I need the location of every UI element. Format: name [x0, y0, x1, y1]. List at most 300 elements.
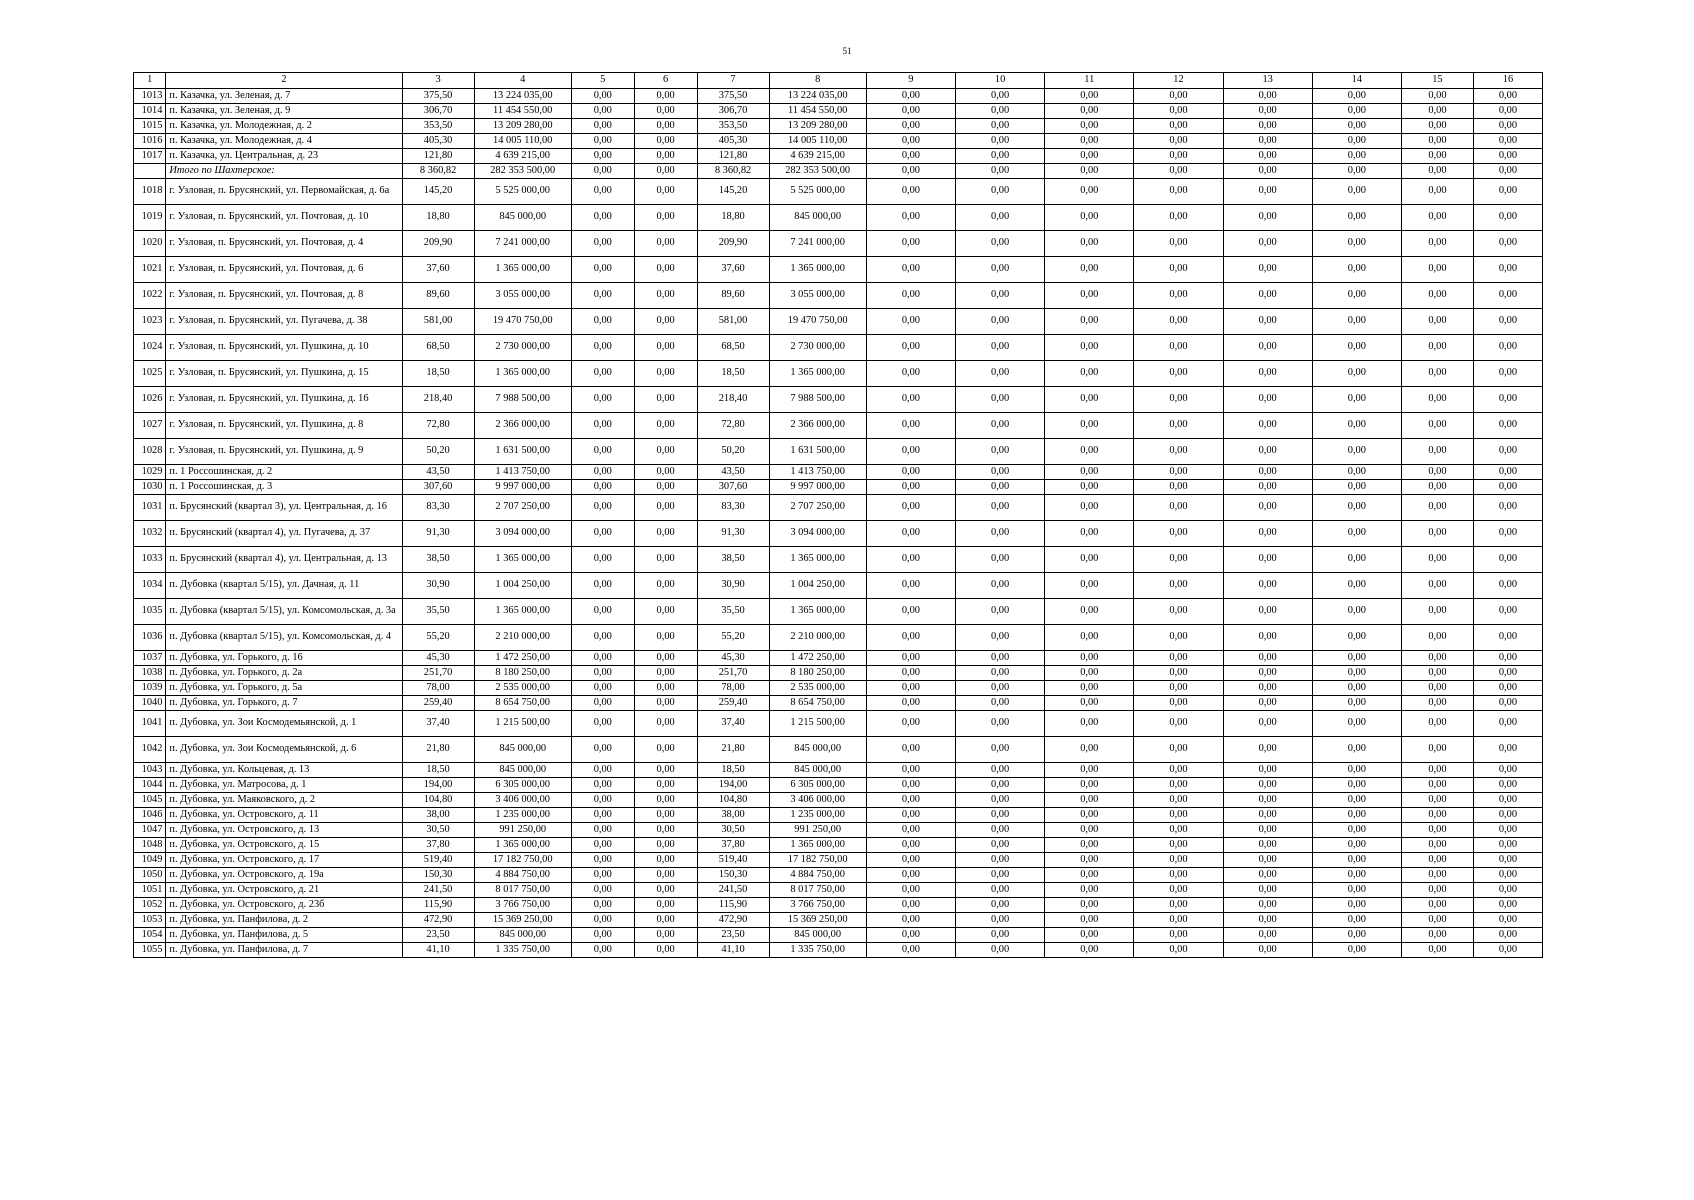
column-header-7: 7: [697, 73, 769, 89]
value-cell-col-8: 19 470 750,00: [769, 309, 866, 335]
row-number: 1040: [134, 696, 166, 711]
value-cell-col-16: 0,00: [1473, 868, 1542, 883]
value-cell-col-8: 2 366 000,00: [769, 413, 866, 439]
value-cell-col-8: 3 094 000,00: [769, 521, 866, 547]
value-cell-col-3: 37,60: [402, 257, 474, 283]
value-cell-col-14: 0,00: [1312, 521, 1401, 547]
row-number: 1014: [134, 104, 166, 119]
value-cell-col-10: 0,00: [956, 651, 1045, 666]
value-cell-col-10: 0,00: [956, 465, 1045, 480]
value-cell-col-12: 0,00: [1134, 361, 1223, 387]
row-number: 1043: [134, 763, 166, 778]
address-cell: г. Узловая, п. Брусянский, ул. Пушкина, д. 16: [166, 387, 402, 413]
value-cell-col-11: 0,00: [1045, 883, 1134, 898]
value-cell-col-9: 0,00: [866, 257, 955, 283]
value-cell-col-11: 0,00: [1045, 928, 1134, 943]
value-cell-col-10: 0,00: [956, 335, 1045, 361]
value-cell-col-3: 72,80: [402, 413, 474, 439]
value-cell-col-8: 1 413 750,00: [769, 465, 866, 480]
value-cell-col-16: 0,00: [1473, 666, 1542, 681]
value-cell-col-6: 0,00: [634, 89, 697, 104]
value-cell-col-8: 6 305 000,00: [769, 778, 866, 793]
table-row: [134, 711, 1543, 737]
value-cell-col-16: 0,00: [1473, 335, 1542, 361]
value-cell-col-12: 0,00: [1134, 134, 1223, 149]
row-number: 1013: [134, 89, 166, 104]
value-cell-col-12: 0,00: [1134, 573, 1223, 599]
value-cell-col-14: 0,00: [1312, 465, 1401, 480]
value-cell-col-11: 0,00: [1045, 521, 1134, 547]
value-cell-col-8: 3 055 000,00: [769, 283, 866, 309]
value-cell-col-8: 1 365 000,00: [769, 257, 866, 283]
value-cell-col-8: 4 639 215,00: [769, 149, 866, 164]
value-cell-col-14: 0,00: [1312, 480, 1401, 495]
value-cell-col-11: 0,00: [1045, 149, 1134, 164]
value-cell-col-10: 0,00: [956, 439, 1045, 465]
value-cell-col-8: 1 365 000,00: [769, 547, 866, 573]
address-cell: п. Дубовка, ул. Островского, д. 19а: [166, 868, 402, 883]
value-cell-col-7: 23,50: [697, 928, 769, 943]
value-cell-col-11: 0,00: [1045, 89, 1134, 104]
value-cell-col-7: 145,20: [697, 179, 769, 205]
value-cell-col-15: 0,00: [1401, 387, 1473, 413]
address-cell: п. Дубовка, ул. Матросова, д. 1: [166, 778, 402, 793]
value-cell-col-15: 0,00: [1401, 361, 1473, 387]
value-cell-col-16: 0,00: [1473, 413, 1542, 439]
row-number: 1017: [134, 149, 166, 164]
table-row: [134, 309, 1543, 335]
value-cell-col-10: 0,00: [956, 823, 1045, 838]
value-cell-col-9: 0,00: [866, 599, 955, 625]
value-cell-col-8: 991 250,00: [769, 823, 866, 838]
value-cell-col-4: 8 654 750,00: [474, 696, 571, 711]
value-cell-col-15: 0,00: [1401, 711, 1473, 737]
value-cell-col-10: 0,00: [956, 257, 1045, 283]
value-cell-col-16: 0,00: [1473, 465, 1542, 480]
value-cell-col-7: 472,90: [697, 913, 769, 928]
value-cell-col-4: 1 365 000,00: [474, 361, 571, 387]
value-cell-col-15: 0,00: [1401, 205, 1473, 231]
value-cell-col-3: 145,20: [402, 179, 474, 205]
value-cell-col-11: 0,00: [1045, 104, 1134, 119]
value-cell-col-15: 0,00: [1401, 413, 1473, 439]
address-cell: п. Дубовка, ул. Зои Космодемьянской, д. 6: [166, 737, 402, 763]
address-cell: г. Узловая, п. Брусянский, ул. Почтовая, д. 8: [166, 283, 402, 309]
value-cell-col-5: 0,00: [571, 573, 634, 599]
value-cell-col-10: 0,00: [956, 361, 1045, 387]
value-cell-col-4: 9 997 000,00: [474, 480, 571, 495]
table-row: [134, 134, 1543, 149]
value-cell-col-6: 0,00: [634, 335, 697, 361]
value-cell-col-15: 0,00: [1401, 573, 1473, 599]
value-cell-col-12: 0,00: [1134, 387, 1223, 413]
value-cell-col-15: 0,00: [1401, 521, 1473, 547]
value-cell-col-14: 0,00: [1312, 89, 1401, 104]
value-cell-col-6: 0,00: [634, 651, 697, 666]
value-cell-col-4: 4 884 750,00: [474, 868, 571, 883]
value-cell-col-6: 0,00: [634, 696, 697, 711]
address-cell: г. Узловая, п. Брусянский, ул. Пугачева, д. 38: [166, 309, 402, 335]
row-number: 1021: [134, 257, 166, 283]
value-cell-col-10: 0,00: [956, 164, 1045, 179]
value-cell-col-5: 0,00: [571, 898, 634, 913]
table-row: [134, 737, 1543, 763]
value-cell-col-15: 0,00: [1401, 439, 1473, 465]
value-cell-col-5: 0,00: [571, 599, 634, 625]
value-cell-col-15: 0,00: [1401, 231, 1473, 257]
value-cell-col-13: 0,00: [1223, 134, 1312, 149]
value-cell-col-13: 0,00: [1223, 179, 1312, 205]
value-cell-col-3: 405,30: [402, 134, 474, 149]
value-cell-col-16: 0,00: [1473, 361, 1542, 387]
value-cell-col-11: 0,00: [1045, 823, 1134, 838]
value-cell-col-8: 5 525 000,00: [769, 179, 866, 205]
table-row: [134, 149, 1543, 164]
value-cell-col-11: 0,00: [1045, 361, 1134, 387]
value-cell-col-7: 89,60: [697, 283, 769, 309]
table-body: [134, 89, 1543, 958]
value-cell-col-5: 0,00: [571, 928, 634, 943]
value-cell-col-9: 0,00: [866, 413, 955, 439]
row-number: 1039: [134, 681, 166, 696]
value-cell-col-16: 0,00: [1473, 205, 1542, 231]
value-cell-col-16: 0,00: [1473, 651, 1542, 666]
value-cell-col-14: 0,00: [1312, 651, 1401, 666]
value-cell-col-16: 0,00: [1473, 763, 1542, 778]
value-cell-col-12: 0,00: [1134, 547, 1223, 573]
value-cell-col-9: 0,00: [866, 495, 955, 521]
value-cell-col-12: 0,00: [1134, 711, 1223, 737]
value-cell-col-9: 0,00: [866, 119, 955, 134]
value-cell-col-14: 0,00: [1312, 737, 1401, 763]
value-cell-col-6: 0,00: [634, 179, 697, 205]
value-cell-col-3: 45,30: [402, 651, 474, 666]
value-cell-col-11: 0,00: [1045, 853, 1134, 868]
value-cell-col-15: 0,00: [1401, 651, 1473, 666]
value-cell-col-5: 0,00: [571, 868, 634, 883]
value-cell-col-16: 0,00: [1473, 696, 1542, 711]
value-cell-col-5: 0,00: [571, 465, 634, 480]
value-cell-col-3: 472,90: [402, 913, 474, 928]
value-cell-col-8: 15 369 250,00: [769, 913, 866, 928]
value-cell-col-10: 0,00: [956, 913, 1045, 928]
value-cell-col-15: 0,00: [1401, 868, 1473, 883]
value-cell-col-6: 0,00: [634, 257, 697, 283]
table-row: [134, 387, 1543, 413]
value-cell-col-12: 0,00: [1134, 838, 1223, 853]
value-cell-col-12: 0,00: [1134, 883, 1223, 898]
value-cell-col-16: 0,00: [1473, 681, 1542, 696]
value-cell-col-4: 1 235 000,00: [474, 808, 571, 823]
table-row: [134, 599, 1543, 625]
value-cell-col-8: 845 000,00: [769, 928, 866, 943]
row-number: 1015: [134, 119, 166, 134]
value-cell-col-6: 0,00: [634, 883, 697, 898]
value-cell-col-8: 2 707 250,00: [769, 495, 866, 521]
value-cell-col-11: 0,00: [1045, 495, 1134, 521]
value-cell-col-4: 3 055 000,00: [474, 283, 571, 309]
row-number: 1038: [134, 666, 166, 681]
value-cell-col-4: 3 766 750,00: [474, 898, 571, 913]
address-cell: п. Казачка, ул. Молодежная, д. 2: [166, 119, 402, 134]
row-number: 1036: [134, 625, 166, 651]
row-number: 1028: [134, 439, 166, 465]
row-number: 1048: [134, 838, 166, 853]
value-cell-col-16: 0,00: [1473, 823, 1542, 838]
value-cell-col-15: 0,00: [1401, 853, 1473, 868]
value-cell-col-5: 0,00: [571, 231, 634, 257]
table-row: [134, 335, 1543, 361]
address-cell: п. Дубовка, ул. Горького, д. 7: [166, 696, 402, 711]
value-cell-col-4: 19 470 750,00: [474, 309, 571, 335]
value-cell-col-13: 0,00: [1223, 943, 1312, 958]
address-cell: п. Брусянский (квартал 4), ул. Пугачева, д. 37: [166, 521, 402, 547]
value-cell-col-3: 38,00: [402, 808, 474, 823]
value-cell-col-4: 2 707 250,00: [474, 495, 571, 521]
column-header-9: 9: [866, 73, 955, 89]
value-cell-col-11: 0,00: [1045, 573, 1134, 599]
address-cell: п. Дубовка (квартал 5/15), ул. Комсомольская, д. 4: [166, 625, 402, 651]
value-cell-col-12: 0,00: [1134, 205, 1223, 231]
value-cell-col-10: 0,00: [956, 625, 1045, 651]
value-cell-col-6: 0,00: [634, 793, 697, 808]
value-cell-col-9: 0,00: [866, 681, 955, 696]
value-cell-col-4: 2 366 000,00: [474, 413, 571, 439]
row-number: 1019: [134, 205, 166, 231]
value-cell-col-7: 519,40: [697, 853, 769, 868]
value-cell-col-10: 0,00: [956, 711, 1045, 737]
value-cell-col-7: 72,80: [697, 413, 769, 439]
value-cell-col-14: 0,00: [1312, 231, 1401, 257]
value-cell-col-3: 18,80: [402, 205, 474, 231]
value-cell-col-3: 55,20: [402, 625, 474, 651]
value-cell-col-7: 251,70: [697, 666, 769, 681]
value-cell-col-4: 14 005 110,00: [474, 134, 571, 149]
column-header-4: 4: [474, 73, 571, 89]
value-cell-col-6: 0,00: [634, 465, 697, 480]
value-cell-col-15: 0,00: [1401, 89, 1473, 104]
value-cell-col-5: 0,00: [571, 943, 634, 958]
value-cell-col-15: 0,00: [1401, 913, 1473, 928]
table-row: [134, 625, 1543, 651]
value-cell-col-9: 0,00: [866, 853, 955, 868]
value-cell-col-16: 0,00: [1473, 439, 1542, 465]
table-row: [134, 465, 1543, 480]
subtotal-label: Итого по Шахтерское:: [166, 164, 402, 179]
value-cell-col-14: 0,00: [1312, 943, 1401, 958]
value-cell-col-3: 306,70: [402, 104, 474, 119]
value-cell-col-5: 0,00: [571, 696, 634, 711]
value-cell-col-13: 0,00: [1223, 853, 1312, 868]
value-cell-col-16: 0,00: [1473, 793, 1542, 808]
value-cell-col-10: 0,00: [956, 943, 1045, 958]
value-cell-col-3: 18,50: [402, 763, 474, 778]
value-cell-col-8: 8 017 750,00: [769, 883, 866, 898]
value-cell-col-9: 0,00: [866, 696, 955, 711]
value-cell-col-5: 0,00: [571, 387, 634, 413]
table-row: [134, 205, 1543, 231]
value-cell-col-10: 0,00: [956, 283, 1045, 309]
value-cell-col-11: 0,00: [1045, 439, 1134, 465]
value-cell-col-4: 6 305 000,00: [474, 778, 571, 793]
value-cell-col-3: 50,20: [402, 439, 474, 465]
value-cell-col-8: 845 000,00: [769, 763, 866, 778]
value-cell-col-4: 7 988 500,00: [474, 387, 571, 413]
value-cell-col-9: 0,00: [866, 521, 955, 547]
value-cell-col-3: 104,80: [402, 793, 474, 808]
value-cell-col-4: 1 365 000,00: [474, 599, 571, 625]
column-header-14: 14: [1312, 73, 1401, 89]
register-table: [133, 72, 1543, 958]
value-cell-col-8: 2 210 000,00: [769, 625, 866, 651]
value-cell-col-12: 0,00: [1134, 283, 1223, 309]
value-cell-col-9: 0,00: [866, 309, 955, 335]
value-cell-col-15: 0,00: [1401, 164, 1473, 179]
value-cell-col-5: 0,00: [571, 823, 634, 838]
value-cell-col-9: 0,00: [866, 134, 955, 149]
value-cell-col-13: 0,00: [1223, 164, 1312, 179]
row-number: 1050: [134, 868, 166, 883]
value-cell-col-3: 23,50: [402, 928, 474, 943]
value-cell-col-12: 0,00: [1134, 737, 1223, 763]
value-cell-col-8: 4 884 750,00: [769, 868, 866, 883]
value-cell-col-15: 0,00: [1401, 134, 1473, 149]
value-cell-col-15: 0,00: [1401, 928, 1473, 943]
value-cell-col-15: 0,00: [1401, 808, 1473, 823]
value-cell-col-12: 0,00: [1134, 164, 1223, 179]
value-cell-col-8: 845 000,00: [769, 737, 866, 763]
value-cell-col-12: 0,00: [1134, 335, 1223, 361]
value-cell-col-11: 0,00: [1045, 838, 1134, 853]
value-cell-col-10: 0,00: [956, 89, 1045, 104]
value-cell-col-4: 8 180 250,00: [474, 666, 571, 681]
value-cell-col-7: 375,50: [697, 89, 769, 104]
value-cell-col-9: 0,00: [866, 283, 955, 309]
value-cell-col-4: 991 250,00: [474, 823, 571, 838]
row-number: 1016: [134, 134, 166, 149]
value-cell-col-13: 0,00: [1223, 573, 1312, 599]
value-cell-col-9: 0,00: [866, 737, 955, 763]
column-header-12: 12: [1134, 73, 1223, 89]
value-cell-col-11: 0,00: [1045, 119, 1134, 134]
value-cell-col-10: 0,00: [956, 808, 1045, 823]
value-cell-col-5: 0,00: [571, 361, 634, 387]
value-cell-col-4: 8 017 750,00: [474, 883, 571, 898]
table-row: [134, 439, 1543, 465]
value-cell-col-13: 0,00: [1223, 149, 1312, 164]
value-cell-col-13: 0,00: [1223, 666, 1312, 681]
value-cell-col-10: 0,00: [956, 883, 1045, 898]
value-cell-col-13: 0,00: [1223, 883, 1312, 898]
address-cell: г. Узловая, п. Брусянский, ул. Пушкина, д. 15: [166, 361, 402, 387]
value-cell-col-9: 0,00: [866, 480, 955, 495]
value-cell-col-9: 0,00: [866, 205, 955, 231]
value-cell-col-11: 0,00: [1045, 696, 1134, 711]
value-cell-col-7: 18,50: [697, 763, 769, 778]
value-cell-col-3: 30,90: [402, 573, 474, 599]
row-number: 1055: [134, 943, 166, 958]
value-cell-col-14: 0,00: [1312, 599, 1401, 625]
value-cell-col-7: 581,00: [697, 309, 769, 335]
value-cell-col-14: 0,00: [1312, 778, 1401, 793]
value-cell-col-8: 2 535 000,00: [769, 681, 866, 696]
value-cell-col-13: 0,00: [1223, 480, 1312, 495]
value-cell-col-6: 0,00: [634, 521, 697, 547]
value-cell-col-3: 218,40: [402, 387, 474, 413]
value-cell-col-5: 0,00: [571, 763, 634, 778]
value-cell-col-13: 0,00: [1223, 413, 1312, 439]
value-cell-col-9: 0,00: [866, 149, 955, 164]
value-cell-col-14: 0,00: [1312, 868, 1401, 883]
value-cell-col-15: 0,00: [1401, 883, 1473, 898]
value-cell-col-7: 30,50: [697, 823, 769, 838]
value-cell-col-4: 845 000,00: [474, 928, 571, 943]
value-cell-col-6: 0,00: [634, 104, 697, 119]
value-cell-col-12: 0,00: [1134, 868, 1223, 883]
value-cell-col-6: 0,00: [634, 480, 697, 495]
value-cell-col-4: 2 210 000,00: [474, 625, 571, 651]
value-cell-col-16: 0,00: [1473, 573, 1542, 599]
table-row: [134, 547, 1543, 573]
row-number: 1027: [134, 413, 166, 439]
value-cell-col-8: 1 215 500,00: [769, 711, 866, 737]
value-cell-col-12: 0,00: [1134, 853, 1223, 868]
value-cell-col-3: 375,50: [402, 89, 474, 104]
address-cell: п. Дубовка (квартал 5/15), ул. Комсомольская, д. 3а: [166, 599, 402, 625]
value-cell-col-13: 0,00: [1223, 711, 1312, 737]
value-cell-col-9: 0,00: [866, 711, 955, 737]
address-cell: п. Дубовка, ул. Островского, д. 11: [166, 808, 402, 823]
value-cell-col-7: 78,00: [697, 681, 769, 696]
row-number: 1025: [134, 361, 166, 387]
value-cell-col-9: 0,00: [866, 387, 955, 413]
value-cell-col-8: 3 406 000,00: [769, 793, 866, 808]
value-cell-col-7: 259,40: [697, 696, 769, 711]
value-cell-col-11: 0,00: [1045, 778, 1134, 793]
value-cell-col-16: 0,00: [1473, 257, 1542, 283]
value-cell-col-3: 519,40: [402, 853, 474, 868]
value-cell-col-5: 0,00: [571, 164, 634, 179]
value-cell-col-10: 0,00: [956, 231, 1045, 257]
table-row: [134, 823, 1543, 838]
address-cell: п. Дубовка, ул. Кольцевая, д. 13: [166, 763, 402, 778]
value-cell-col-9: 0,00: [866, 335, 955, 361]
value-cell-col-9: 0,00: [866, 573, 955, 599]
value-cell-col-5: 0,00: [571, 651, 634, 666]
value-cell-col-13: 0,00: [1223, 465, 1312, 480]
value-cell-col-16: 0,00: [1473, 853, 1542, 868]
value-cell-col-15: 0,00: [1401, 838, 1473, 853]
value-cell-col-15: 0,00: [1401, 625, 1473, 651]
address-cell: п. Дубовка, ул. Островского, д. 13: [166, 823, 402, 838]
value-cell-col-16: 0,00: [1473, 134, 1542, 149]
value-cell-col-8: 13 209 280,00: [769, 119, 866, 134]
column-header-16: 16: [1473, 73, 1542, 89]
value-cell-col-3: 251,70: [402, 666, 474, 681]
value-cell-col-4: 5 525 000,00: [474, 179, 571, 205]
value-cell-col-11: 0,00: [1045, 943, 1134, 958]
value-cell-col-3: 78,00: [402, 681, 474, 696]
value-cell-col-10: 0,00: [956, 387, 1045, 413]
value-cell-col-5: 0,00: [571, 413, 634, 439]
value-cell-col-13: 0,00: [1223, 283, 1312, 309]
value-cell-col-7: 306,70: [697, 104, 769, 119]
value-cell-col-3: 21,80: [402, 737, 474, 763]
value-cell-col-3: 150,30: [402, 868, 474, 883]
value-cell-col-6: 0,00: [634, 838, 697, 853]
value-cell-col-16: 0,00: [1473, 808, 1542, 823]
address-cell: п. Дубовка, ул. Островского, д. 15: [166, 838, 402, 853]
